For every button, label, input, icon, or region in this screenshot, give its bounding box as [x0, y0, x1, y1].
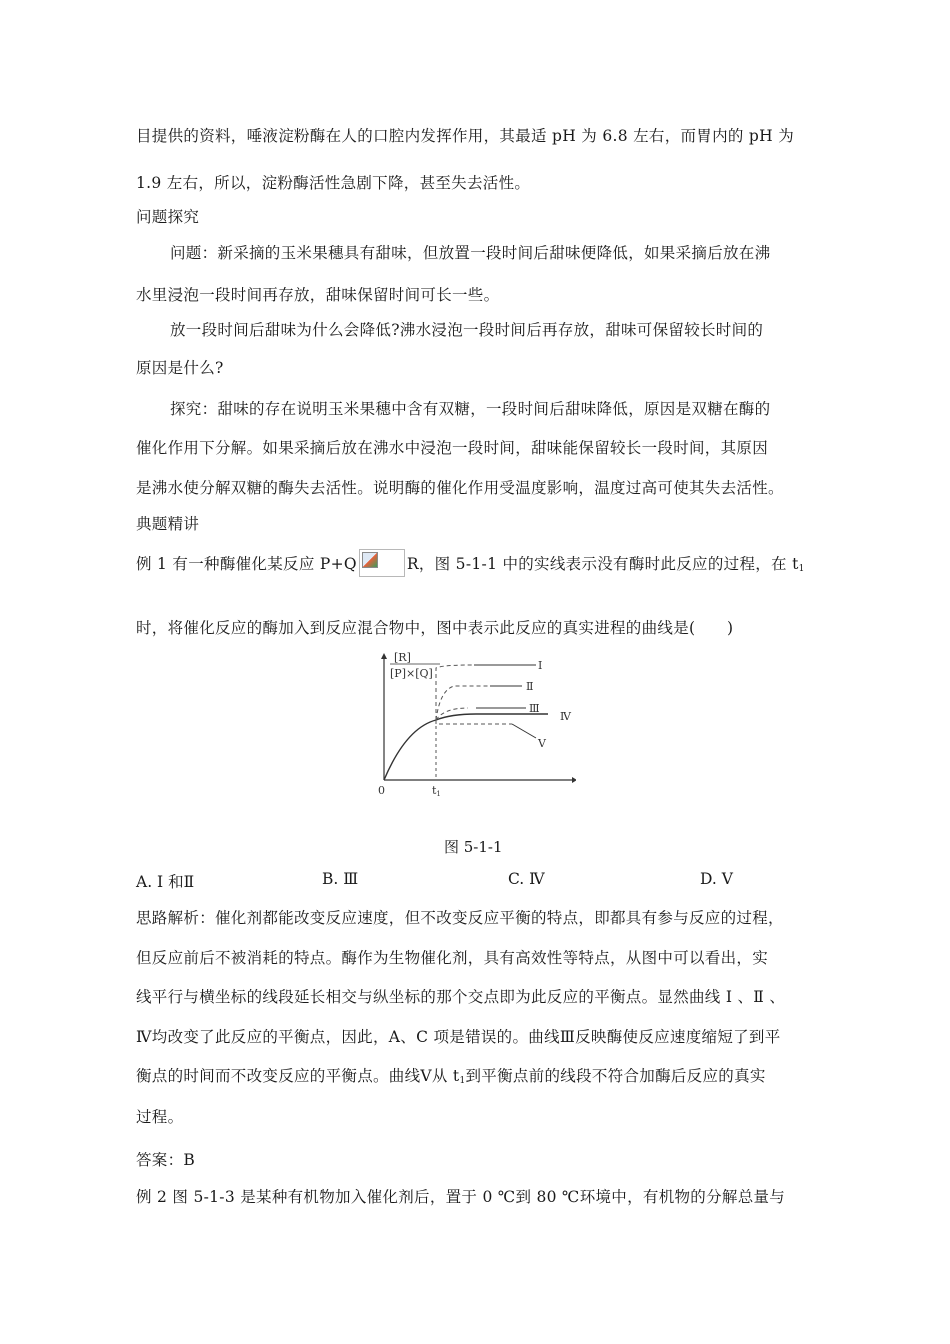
option-b: B. Ⅲ — [322, 870, 359, 888]
paragraph-line: 时，将催化反应的酶加入到反应混合物中，图中表示此反应的真实进程的曲线是( ) — [136, 619, 734, 637]
paragraph-line: 原因是什么? — [136, 359, 224, 377]
paragraph-line: 问题：新采摘的玉米果穗具有甜味，但放置一段时间后甜味便降低，如果采摘后放在沸 — [170, 244, 771, 262]
curve-v-line — [512, 724, 536, 738]
section-heading: 问题探究 — [136, 208, 200, 226]
paragraph-line: 是沸水使分解双糖的酶失去活性。说明酶的催化作用受温度影响，温度过高可使其失去活性。 — [136, 479, 784, 497]
paragraph-line: 放一段时间后甜味为什么会降低?沸水浸泡一段时间后再存放，甜味可保留较长时间的 — [170, 321, 764, 339]
broken-image-icon — [359, 549, 405, 577]
x-axis-arrow — [572, 777, 576, 783]
y-axis-arrow — [381, 653, 387, 659]
paragraph-line — [136, 1064, 766, 1086]
example-1-text-b: R，图 5-1-1 中的实线表示没有酶时此反应的过程，在 t — [406, 555, 799, 573]
t1-label — [432, 784, 441, 798]
curve-label-i: Ⅰ — [538, 659, 543, 672]
figure-caption: 图 5-1-1 — [444, 838, 503, 856]
analysis-text-b: 到平衡点前的线段不符合加酶后反应的真实 — [465, 1067, 766, 1085]
paragraph-line: 水里浸泡一段时间再存放，甜味保留时间可长一些。 — [136, 286, 500, 304]
paragraph-line: 但反应前后不被消耗的特点。酶作为生物催化剂，具有高效性等特点，从图中可以看出，实 — [136, 949, 769, 967]
paragraph-line: 线平行与横坐标的线段延长相交与纵坐标的那个交点即为此反应的平衡点。显然曲线 Ⅰ 、Ⅱ 、 — [136, 988, 786, 1006]
curve-v-dashed — [436, 720, 512, 724]
curve-label-ii: Ⅱ — [526, 680, 534, 693]
reaction-figure — [376, 650, 576, 800]
curve-label-v: Ⅴ — [538, 737, 546, 750]
paragraph-line: 目提供的资料，唾液淀粉酶在人的口腔内发挥作用，其最适 pH 为 6.8 左右，而胃内的 pH 为 — [136, 127, 794, 145]
y-label-denominator: [P]×[Q] — [390, 667, 433, 680]
analysis-text-a: 衡点的时间而不改变反应的平衡点。曲线Ⅴ从 t — [136, 1067, 460, 1085]
curve-i-dashed — [436, 665, 472, 720]
t1-sub: 1 — [436, 790, 441, 798]
paragraph-line: 思路解析：催化剂都能改变反应速度，但不改变反应平衡的特点，即都具有参与反应的过程， — [136, 909, 784, 927]
origin-label: 0 — [378, 784, 385, 797]
answer-line: 答案：B — [136, 1151, 196, 1169]
paragraph-line: 催化作用下分解。如果采摘后放在沸水中浸泡一段时间，甜味能保留较长一段时间，其原因 — [136, 439, 769, 457]
example-1-line — [136, 549, 805, 577]
subscript: 1 — [798, 564, 805, 574]
option-c: C. Ⅳ — [508, 870, 545, 888]
option-a: A. Ⅰ 和Ⅱ — [136, 873, 195, 891]
paragraph-line: 过程。 — [136, 1108, 184, 1126]
curve-label-iv: Ⅳ — [560, 710, 571, 723]
y-label-numerator: [R] — [394, 651, 411, 664]
paragraph-line: 探究：甜味的存在说明玉米果穗中含有双糖，一段时间后甜味降低，原因是双糖在酶的 — [170, 400, 771, 418]
reaction-curve-diagram — [376, 650, 576, 800]
t1-text: t — [432, 784, 437, 797]
example-2-line: 例 2 图 5-1-3 是某种有机物加入催化剂后，置于 0 ℃到 80 ℃环境中，有机物的分解总量与 — [136, 1188, 786, 1206]
image-placeholder-icon — [362, 552, 378, 568]
example-1-text-a: 例 1 有一种酶催化某反应 P+Q — [136, 555, 357, 573]
curve-label-iii: Ⅲ — [529, 702, 540, 715]
section-heading: 典题精讲 — [136, 515, 200, 533]
option-d: D. Ⅴ — [700, 870, 733, 888]
subscript: 1 — [459, 1076, 466, 1086]
paragraph-line: 1.9 左右，所以，淀粉酶活性急剧下降，甚至失去活性。 — [136, 174, 531, 192]
curve-iv-solid — [384, 714, 548, 780]
paragraph-line: Ⅳ均改变了此反应的平衡点，因此，A、C 项是错误的。曲线Ⅲ反映酶使反应速度缩短了到平 — [136, 1028, 781, 1046]
